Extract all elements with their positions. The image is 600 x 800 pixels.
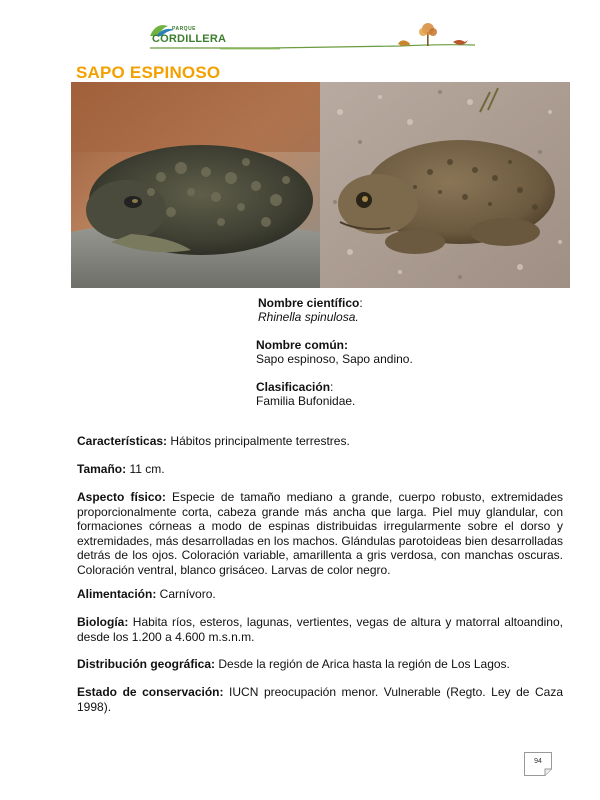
section-caracteristicas <box>77 434 563 449</box>
label-colon: : <box>359 296 363 310</box>
logo-subtitle: PARQUE <box>172 26 197 32</box>
section-text: Habita ríos, esteros, lagunas, vertientes, vegas de altura y matorral altoandino, desde los 1.200 a 4.600 m.s.n.m. <box>77 615 563 644</box>
section-text: 11 cm. <box>126 462 165 476</box>
section-conservacion <box>77 685 563 714</box>
section-label: Aspecto físico: <box>77 490 166 504</box>
section-label: Biología: <box>77 615 129 629</box>
section-distribucion <box>77 657 563 672</box>
section-label: Distribución geográfica: <box>77 657 216 671</box>
section-tamano <box>77 462 563 477</box>
toad-photo-left <box>71 82 320 288</box>
scientific-name-label: Nombre científico <box>258 296 360 310</box>
section-text: Especie de tamaño mediano a grande, cuerpo robusto, extremidades proporcionalmente corta, cabeza grande más ancha que larga. Piel muy glandular, con formaciones córneas a modo de espinas distribuidas irregularmente sobre el dorso y extremidades, más desarrolladas en los machos. Glándulas parotoideas bien desarrolladas detrás de los ojos. Coloración variable, amarillenta a gris verdosa, con manchas oscuras. Coloración ventral, blanco grisáceo. Larvas de color negro. <box>77 490 563 577</box>
toad-photo-right <box>320 82 570 288</box>
section-label: Tamaño: <box>77 462 127 476</box>
section-text: IUCN preocupación menor. Vulnerable (Regto. Ley de Caza 1998). <box>77 685 564 714</box>
classification-label: Clasificación <box>256 380 331 394</box>
section-text: Desde la región de Arica hasta la región de Los Lagos. <box>215 657 510 671</box>
section-text: Carnívoro. <box>156 587 216 601</box>
common-name-value: Sapo espinoso, Sapo andino. <box>256 352 413 366</box>
section-alimentacion <box>77 587 563 602</box>
page-header <box>0 0 600 60</box>
common-name-label: Nombre común: <box>256 338 349 352</box>
page-title: SAPO ESPINOSO <box>76 63 221 82</box>
section-label: Estado de conservación: <box>77 685 224 699</box>
section-label: Alimentación: <box>77 587 157 601</box>
scientific-name-value: Rhinella spinulosa. <box>258 310 359 324</box>
section-biologia <box>77 615 563 644</box>
classification-value: Familia Bufonidae. <box>256 394 356 408</box>
section-text: Hábitos principalmente terrestres. <box>167 434 350 448</box>
logo-title: CORDILLERA <box>152 33 227 45</box>
page-number: 94 <box>534 758 542 765</box>
common-name-block <box>256 338 413 366</box>
section-label: Características: <box>77 434 168 448</box>
classification-block <box>256 380 355 408</box>
header-landscape-icon <box>150 18 480 52</box>
scientific-name-block <box>258 296 363 324</box>
page-number-box <box>524 752 552 776</box>
section-aspecto-fisico <box>77 490 563 578</box>
label-colon: : <box>330 380 334 394</box>
